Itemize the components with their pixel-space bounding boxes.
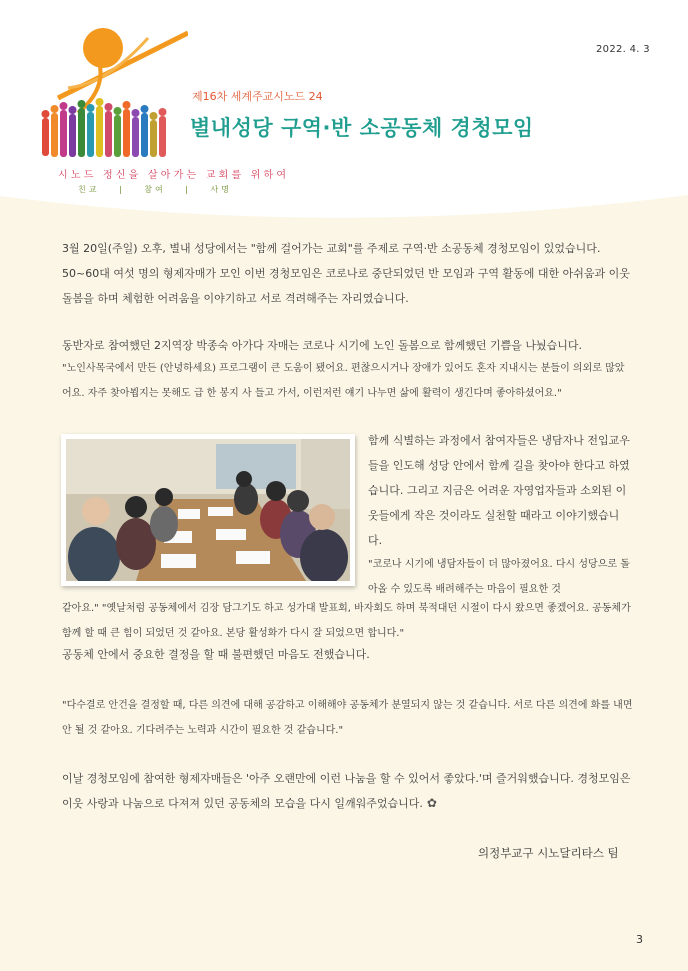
page-number: 3: [636, 933, 643, 946]
quote-2-continued: 같아요." "옛날처럼 공동체에서 김장 담그기도 하고 성가대 발표회, 바자회도 하며 북적대던 시절이 다시 왔으면 좋겠어요. 공동체가 함께 할 때 큰 힘이 되었던 것 같아요. 본당 활성화가 다시 잘 되었으면 합니다.": [62, 603, 631, 639]
quote-2-start: "코로나 시기에 냉담자들이 더 많아졌어요. 다시 성당으로 돌아올 수 있도록 배려해주는 마음이 필요한 것: [368, 559, 630, 595]
quote-1: "노인사목국에서 만든 (안녕하세요) 프로그램이 큰 도움이 됐어요. 편찮으시거나 장애가 있어도 혼자 지내시는 분들이 의외로 많았어요. 자주 찾아뵙지는 못해도 급 한 봉지 사 들고 가서, 이런저런 얘기 나누면 삶에 활력이 생긴다며 좋아하셨어요.": [62, 363, 625, 399]
flower-icon: ✿: [426, 796, 437, 810]
slogan-keywords: 친교 | 참여 | 사명: [78, 185, 232, 194]
meeting-photo: [61, 434, 355, 586]
signature: 의정부교구 시노달리타스 팀: [478, 846, 619, 860]
paragraph-4: 공동체 안에서 중요한 결정을 할 때 불편했던 마음도 전했습니다.: [62, 648, 370, 661]
closing-paragraph: [62, 766, 634, 816]
slogan: 시노드 정신을 살아가는 교회를 위하여: [58, 170, 290, 181]
closing-paragraph-text: 이날 경청모임에 참여한 형제자매들은 '아주 오랜만에 이런 나눔을 할 수 있어서 좋았다.'며 즐거워했습니다. 경청모임은 이웃 사랑과 나눔으로 다져져 있던 공동체의 모습을 다시 일깨워주었습니다.: [62, 772, 631, 810]
paragraph-3: 함께 식별하는 과정에서 참여자들은 냉담자나 전입교우들을 인도해 성당 안에서 함께 길을 찾아야 한다고 하였습니다. 그리고 지금은 어려운 자영업자들과 소외된 이웃들에게 작은 것이라도 실천할 때라고 이야기했습니다.: [368, 434, 630, 547]
page-title: 별내성당 구역·반 소공동체 경청모임: [190, 116, 534, 140]
meeting-photo-image: [66, 439, 350, 581]
series-label: 제16차 세계주교시노드 24: [192, 90, 323, 103]
quote-3: "다수결로 안건을 결정할 때, 다른 의견에 대해 공감하고 이해해야 공동체가 분열되지 않는 것 같습니다. 서로 다른 의견에 화를 내면 안 될 것 같아요. 기다려주는 노력과 시간이 필요한 것 같습니다.": [62, 700, 633, 736]
synod-logo: [38, 18, 188, 163]
intro-paragraph: 3월 20일(주일) 오후, 별내 성당에서는 "함께 걸어가는 교회"를 주제로 구역·반 소공동체 경청모임이 있었습니다. 50~60대 여섯 명의 형제자매가 모인 이번 경청모임은 코로나로 중단되었던 반 모임과 구역 활동에 대한 아쉬움과 이웃 돌봄을 하며 체험한 어려움을 이야기하고 서로 격려해주는 자리였습니다.: [62, 242, 630, 305]
paragraph-2: 동반자로 참여했던 2지역장 박종숙 아가다 자매는 코로나 시기에 노인 돌봄으로 함께했던 기쁨을 나눴습니다.: [62, 339, 582, 352]
issue-date: 2022. 4. 3: [596, 44, 650, 55]
